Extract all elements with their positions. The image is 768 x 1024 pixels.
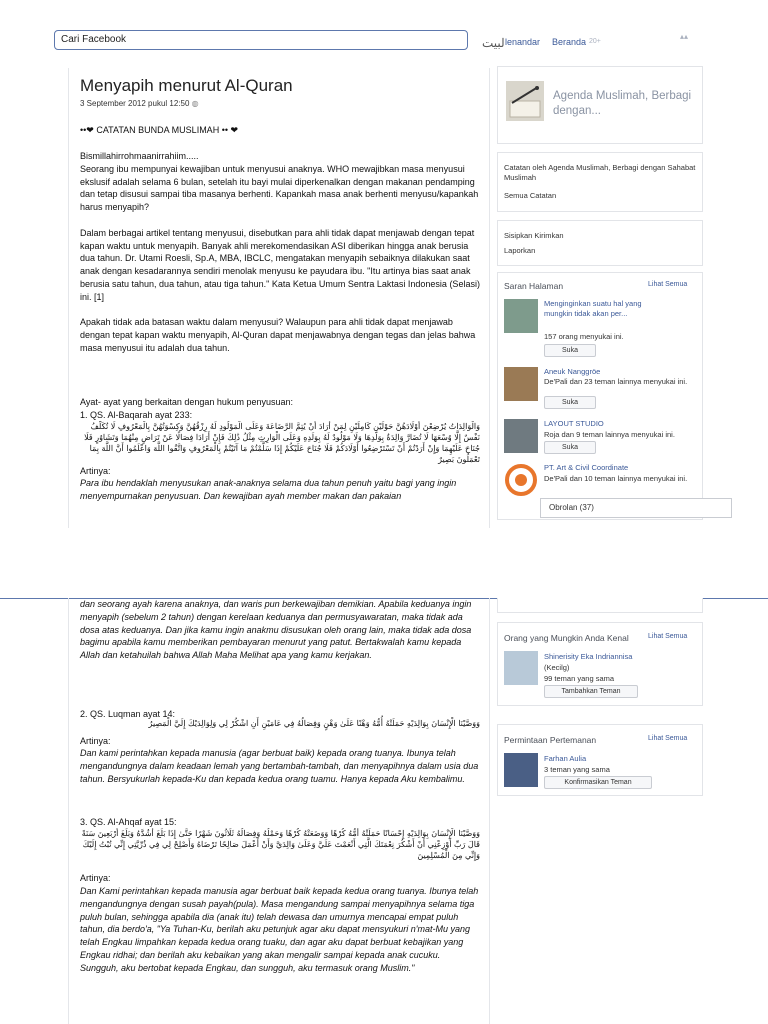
like-page-button[interactable]: Suka: [544, 344, 596, 357]
nav-profile-link[interactable]: lenandar: [505, 37, 541, 47]
suggested-page-likes: De'Pali dan 10 teman lainnya menyukai ini.: [544, 474, 688, 483]
ayat2-translation: Dan kami perintahkan kepada manusia (agar berbuat baik) kepada orang tuanya. Ibunya telah mengandungnya dalam keadaan lemah yang bertambah-tambah, dan menyapihnya dalam usia dua tahun. Bersyukurlah kepada-Ku dan kepada kedua orang tuamu. Hanya kepada Aku kembalimu.: [80, 748, 479, 784]
ayat3-arabic: وَوَصَّيْنَا الْإِنْسَانَ بِوَالِدَيْهِ إِحْسَانًا حَمَلَتْهُ أُمُّهُ كُرْهًا وَوَضَعَتْهُ كُرْهًا وَحَمْلُهُ وَفِصَالُهُ ثَلَاثُونَ شَهْرًا حَتَّىٰ إِذَا بَلَغَ أَشُدَّهُ وَبَلَغَ أَرْبَعِينَ سَنَةً قَالَ رَبِّ أَوْزِعْنِي أَنْ أَشْكُرَ نِعْمَتَكَ الَّتِي أَنْعَمْتَ عَلَيَّ وَعَلَىٰ وَالِدَيَّ وَأَنْ أَعْمَلَ صَالِحًا تَرْضَاهُ وَأَصْلِحْ لِي فِي ذُرِّيَّتِي إِنِّي تُبْتُ إِلَيْكَ وَإِنِّي مِنَ الْمُسْلِمِينَ: [81, 829, 480, 860]
nav-home-link[interactable]: Beranda: [552, 37, 587, 47]
mutual-friends-count: 3 teman yang sama: [544, 765, 610, 774]
report-link[interactable]: Laporkan: [504, 246, 536, 255]
avatar[interactable]: [504, 651, 538, 685]
note-date[interactable]: 3 September 2012 pukul 12:50: [80, 99, 190, 108]
suggested-page-name[interactable]: Aneuk Nanggröe: [544, 367, 601, 376]
suggested-pages-card: [497, 272, 703, 520]
suggested-pages-title: Saran Halaman: [504, 281, 564, 291]
requester-name[interactable]: Farhan Aulia: [544, 754, 587, 763]
suggested-person-name[interactable]: Shinerisity Eka Indriannisa: [544, 652, 633, 661]
note-title: Menyapih menurut Al-Quran: [80, 76, 293, 95]
ayat2-label: 2. QS. Luqman ayat 14:: [80, 709, 176, 719]
friend-requests-icon[interactable]: ▴▴: [680, 32, 689, 41]
like-page-button[interactable]: Suka: [544, 441, 596, 454]
ayat-intro: Ayat- ayat yang berkaitan dengan hukum penyusuan:: [80, 397, 293, 407]
art-civil-logo-icon: [504, 463, 538, 497]
ayat2-arabic: وَوَصَّيْنَا الْإِنْسَانَ بِوَالِدَيْهِ حَمَلَتْهُ أُمُّهُ وَهْنًا عَلَىٰ وَهْنٍ وَفِصَالُهُ فِي عَامَيْنِ أَنِ اشْكُرْ لِي وَلِوَالِدَيْكَ إِلَيَّ الْمَصِيرُ: [148, 719, 480, 728]
note-paragraph: Dalam berbagai artikel tentang menyusui, disebutkan para ahli tidak dapat menjawab dengan tepat kapan waktu untuk menyapih. Banyak ahli merekomendasikan ASI diberikan hingga anak berusia dua tahun. Dr. Utami Roesli, Sp.A, MBA, IBCLC, mengatakan menyapih sebaiknya dilakukan saat anak dengan kesadarannya sendiri menolak menyusu ke payudara ibu. "Itu artinya bias saat anak berusia satu tahun, dua tahun, atau tiga tahun." Kata Ketua Umum Sentra Laktasi Indonesia (Selasi) ini. [1]: [80, 227, 480, 302]
actions-card: [497, 220, 703, 266]
chat-label: Obrolan (37): [549, 503, 594, 512]
profile-card[interactable]: [497, 66, 703, 144]
page-thumbnail[interactable]: [504, 419, 538, 453]
ayat1-label: 1. QS. Al-Baqarah ayat 233:: [80, 410, 193, 420]
people-you-may-know-card: [497, 622, 703, 706]
mutual-friends-count: 99 teman yang sama: [544, 674, 615, 683]
suggested-page-likes: De'Pali dan 23 teman lainnya menyukai ini.: [544, 377, 688, 386]
all-notes-link[interactable]: Semua Catatan: [504, 191, 557, 200]
ayat1-translation-end: dan seorang ayah karena anaknya, dan waris pun berkewajiban demikian. Apabila keduanya ingin menyapih (sebelum 2 tahun) dengan kerelaan keduanya dan permusyawaratan, maka tidak ada dosa atas keduanya. Dan jika kamu ingin anakmu disusukan oleh orang lain, maka tidak ada dosa bagimu apabila kamu memberikan pembayaran menurut yang patut. Bertakwalah kamu kepada Allah dan ketahuilah bahwa Allah Maha Melihat apa yang kamu kerjakan.: [80, 599, 472, 661]
privacy-globe-icon: ◍: [191, 99, 199, 108]
artinya-label: Artinya:: [80, 466, 111, 476]
suggested-page-name[interactable]: Menginginkan suatu hal yang mungkin tidak akan per...: [544, 299, 642, 318]
suggested-page-name[interactable]: LAYOUT STUDIO: [544, 419, 604, 428]
note-body: [80, 150, 480, 368]
suggested-page-name[interactable]: PT. Art & Civil Coordinate: [544, 463, 629, 472]
suggested-person-nickname: (Kecilg): [544, 663, 570, 672]
chat-bar[interactable]: [540, 498, 732, 518]
sidebar-card-continued: [497, 598, 703, 613]
avatar[interactable]: [504, 753, 538, 787]
suggested-pages-see-all[interactable]: Lihat Semua: [648, 281, 688, 288]
page-thumbnail[interactable]: [504, 463, 538, 497]
notes-by-card: [497, 152, 703, 212]
artinya-label: Artinya:: [80, 873, 111, 883]
ayat1-translation-start: Para ibu hendaklah menyusukan anak-anaknya selama dua tahun penuh yaitu bagi yang ingin menyempurnakan penyusuan. Dan kewajiban ayah member makan dan pakaian: [80, 478, 457, 501]
search-input[interactable]: [54, 30, 468, 50]
friend-requests-title: Permintaan Pertemanan: [504, 735, 597, 745]
profile-name[interactable]: Agenda Muslimah, Berbagi dengan...: [553, 90, 692, 117]
search-placeholder: Cari Facebook: [61, 34, 127, 45]
like-page-button[interactable]: Suka: [544, 396, 596, 409]
facebook-logo[interactable]: لبيت: [482, 36, 505, 50]
friend-requests-see-all[interactable]: Lihat Semua: [648, 735, 688, 742]
note-paragraph: Apakah tidak ada batasan waktu dalam menyusui? Walaupun para ahli tidak dapat menjawab dengan tepat kapan waktu menyapih, Al-Quran dapat menjawabnya dengan tegas dan jelas bahwa masa menyusui itu adalah dua tahun.: [80, 317, 476, 353]
pen-and-paper-icon: [506, 81, 544, 121]
suggested-page-likes: 157 orang menyukai ini.: [544, 332, 624, 341]
embed-post-link[interactable]: Sisipkan Kirimkan: [504, 231, 564, 240]
people-you-may-know-title: Orang yang Mungkin Anda Kenal: [504, 633, 629, 643]
profile-picture[interactable]: [506, 81, 544, 121]
add-friend-button[interactable]: Tambahkan Teman: [544, 685, 638, 698]
page-thumbnail[interactable]: [504, 299, 538, 333]
ayat3-translation: Dan Kami perintahkan kepada manusia agar berbuat baik kepada kedua orang tuanya. Ibunya telah mengandungnya dengan susah payah(pula). Masa mengandung sampai menyapihnya selama tiga puluh bulan, sehingga apabila dia (anak itu) telah dewasa dan umurnya mencapai empat puluh tahun, dia berdo'a, "Ya Tuhan-Ku, berilah aku petunjuk agar aku dapat mensyukuri n'mat-Mu yang telah Engkau limpahkan kepada kedua orang tuaku, dan agar aku dapat berbuat kebajikan yang Engkau ridhai; dan berilah aku kebaikan yang akan mengalir sampai kepada anak cucuku. Sungguh, aku bertobat kepada Engkau, dan sungguh, aku termasuk orang Muslim.": [80, 886, 479, 973]
page-thumbnail[interactable]: [504, 367, 538, 401]
ayat1-arabic: وَالْوَالِدَاتُ يُرْضِعْنَ أَوْلَادَهُنَّ حَوْلَيْنِ كَامِلَيْنِ لِمَنْ أَرَادَ أَنْ يُتِمَّ الرَّضَاعَةَ وَعَلَى الْمَوْلُودِ لَهُ رِزْقُهُنَّ وَكِسْوَتُهُنَّ بِالْمَعْرُوفِ لَا تُكَلَّفُ نَفْسٌ إِلَّا وُسْعَهَا لَا تُضَارَّ وَالِدَةٌ بِوَلَدِهَا وَلَا مَوْلُودٌ لَهُ بِوَلَدِهِ وَعَلَى الْوَارِثِ مِثْلُ ذَٰلِكَ فَإِنْ أَرَادَا فِصَالًا عَنْ تَرَاضٍ مِنْهُمَا وَتَشَاوُرٍ فَلَا جُنَاحَ عَلَيْهِمَا وَإِنْ أَرَدْتُمْ أَنْ تَسْتَرْضِعُوا أَوْلَادَكُمْ فَلَا جُنَاحَ عَلَيْكُمْ إِذَا سَلَّمْتُمْ مَا آتَيْتُمْ بِالْمَعْرُوفِ وَاتَّقُوا اللَّهَ وَاعْلَمُوا أَنَّ اللَّهَ بِمَا تَعْمَلُونَ بَصِيرٌ: [84, 422, 480, 464]
nav-notification-count: 20+: [589, 38, 601, 45]
suggested-page-likes: Roja dan 9 teman lainnya menyukai ini.: [544, 430, 675, 439]
note-paragraph: Seorang ibu mempunyai kewajiban untuk menyusui anaknya. WHO mewajibkan masa menyusui ekslusif adalah selama 6 bulan, setelah itu bayi mulai diperkenalkan dengan makanan pendamping dan tetap disusui sampai tiba masanya berhenti. Kapankah masa anak berhenti menyusu/kapankah harus menyapih?: [80, 163, 479, 213]
friend-requests-card: [497, 724, 703, 796]
note-caption: ••❤ CATATAN BUNDA MUSLIMAH •• ❤: [80, 125, 239, 135]
note-paragraph: Bismillahirrohmaanirrahiim.....: [80, 151, 199, 161]
notes-by-label: Catatan oleh Agenda Muslimah, Berbagi dengan Sahabat Muslimah: [504, 163, 696, 182]
people-see-all[interactable]: Lihat Semua: [648, 633, 688, 640]
ayat3-label: 3. QS. Al-Ahqaf ayat 15:: [80, 817, 177, 827]
artinya-label: Artinya:: [80, 736, 111, 746]
confirm-friend-button[interactable]: Konfirmasikan Teman: [544, 776, 652, 789]
note-meta: [80, 99, 199, 108]
